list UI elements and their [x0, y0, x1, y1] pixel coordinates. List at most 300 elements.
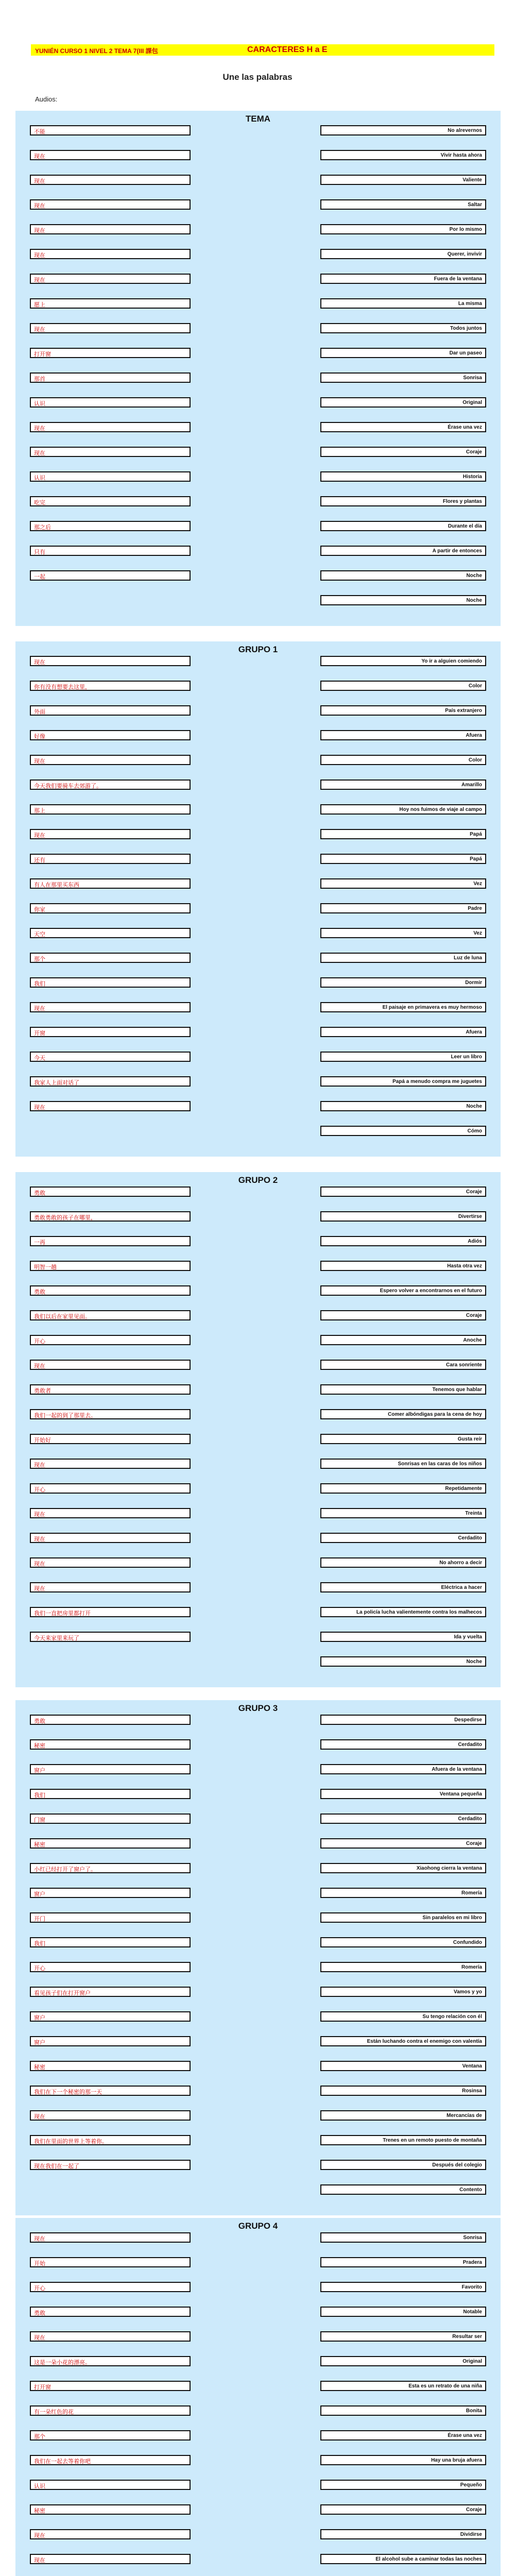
right-word-box[interactable]: [320, 1310, 486, 1320]
right-word: Xiaohong cierra la ventana: [416, 1866, 482, 1871]
left-word: 秘密: [34, 1842, 45, 1848]
left-word-box[interactable]: [30, 1937, 191, 1947]
right-word: Notable: [463, 2309, 482, 2315]
left-word-box[interactable]: [30, 953, 191, 963]
right-word-box[interactable]: [320, 1632, 486, 1642]
right-word-box[interactable]: [320, 1789, 486, 1799]
right-word: Gusta reír: [457, 1436, 482, 1442]
right-word-box[interactable]: [320, 546, 486, 556]
right-word-box[interactable]: [320, 397, 486, 408]
right-word-box[interactable]: [320, 1483, 486, 1494]
left-word-box[interactable]: [30, 928, 191, 938]
left-word-box[interactable]: [30, 1863, 191, 1873]
left-word-box[interactable]: [30, 1076, 191, 1087]
match-row: [15, 1384, 501, 1397]
right-word-box[interactable]: [320, 730, 486, 740]
left-word-box[interactable]: [30, 1582, 191, 1592]
left-word-box[interactable]: [30, 1261, 191, 1271]
match-row: [15, 422, 501, 434]
right-word-box[interactable]: [320, 1533, 486, 1543]
right-word-box[interactable]: [320, 2135, 486, 2145]
match-row: [15, 1632, 501, 1644]
match-row: [15, 1459, 501, 1471]
left-word-box[interactable]: [30, 298, 191, 309]
match-row: [15, 2135, 501, 2147]
left-word-box[interactable]: [30, 755, 191, 765]
left-word-box[interactable]: [30, 323, 191, 333]
right-word-box[interactable]: [320, 199, 486, 210]
right-word-box[interactable]: [320, 1459, 486, 1469]
left-word: 我们一起的到了那里去。: [34, 1413, 96, 1419]
left-word: 只有: [34, 549, 45, 555]
right-word-box[interactable]: [320, 1987, 486, 1997]
left-word-box[interactable]: [30, 447, 191, 457]
match-row: [15, 2504, 501, 2517]
right-word-box[interactable]: [320, 1508, 486, 1518]
left-word: 打开窗: [34, 351, 51, 358]
left-word-box[interactable]: [30, 150, 191, 160]
right-word: Yo ir a alguien comiendo: [421, 658, 482, 664]
match-row: [15, 2232, 501, 2245]
right-word-box[interactable]: [320, 2405, 486, 2416]
right-word-box[interactable]: [320, 1888, 486, 1898]
left-word-box[interactable]: [30, 199, 191, 210]
left-word-box[interactable]: [30, 1434, 191, 1444]
left-word-box[interactable]: [30, 2356, 191, 2366]
right-word-box[interactable]: [320, 2504, 486, 2515]
left-word-box[interactable]: [30, 2331, 191, 2342]
left-word-box[interactable]: [30, 2504, 191, 2515]
right-word-box[interactable]: [320, 2110, 486, 2121]
match-row: [15, 2356, 501, 2368]
left-word-box[interactable]: [30, 2430, 191, 2441]
left-word-box[interactable]: [30, 1483, 191, 1494]
match-row: [15, 1285, 501, 1298]
right-word-box[interactable]: [320, 1384, 486, 1395]
left-word-box[interactable]: [30, 1557, 191, 1568]
right-word: Coraje: [466, 449, 482, 455]
left-word: 今天来家里来玩了: [34, 1635, 79, 1641]
match-row: [15, 1002, 501, 1014]
left-word-box[interactable]: [30, 224, 191, 234]
left-word: 现在: [34, 178, 45, 184]
right-word: Ventana pequeña: [439, 1791, 482, 1797]
left-word-box[interactable]: [30, 1187, 191, 1197]
right-word-box[interactable]: [320, 656, 486, 666]
left-word: 勇敢: [34, 1289, 45, 1295]
right-word-box[interactable]: [320, 705, 486, 716]
match-row: [15, 249, 501, 261]
left-word: 开心: [34, 1487, 45, 1493]
left-word: 窗户: [34, 2040, 45, 2046]
right-word-box[interactable]: [320, 2554, 486, 2564]
section-panel: [15, 111, 501, 626]
right-word: Durante el día: [448, 523, 482, 529]
left-word: 还有: [34, 857, 45, 863]
right-word-box[interactable]: [320, 2160, 486, 2170]
left-word-box[interactable]: [30, 249, 191, 259]
left-word-box[interactable]: [30, 1285, 191, 1296]
match-row: [15, 681, 501, 693]
left-word: 我们一直把房里都打开: [34, 1611, 91, 1617]
left-word-box[interactable]: [30, 2405, 191, 2416]
right-word-box[interactable]: [320, 471, 486, 482]
left-word-box[interactable]: [30, 1838, 191, 1849]
left-word-box[interactable]: [30, 2455, 191, 2465]
left-word: 现在: [34, 277, 45, 283]
right-word-box[interactable]: [320, 2184, 486, 2195]
right-word-box[interactable]: [320, 1715, 486, 1725]
right-word-box[interactable]: [320, 854, 486, 864]
left-word-box[interactable]: [30, 2036, 191, 2046]
left-word-box[interactable]: [30, 348, 191, 358]
match-row: [15, 1101, 501, 1113]
left-word-box[interactable]: [30, 2381, 191, 2391]
section-panel: [15, 2218, 501, 2576]
left-word-box[interactable]: [30, 804, 191, 815]
left-word: 勇敢: [34, 2310, 45, 2316]
left-word: 秘密: [34, 1743, 45, 1749]
right-word-box[interactable]: [320, 1285, 486, 1296]
right-word-box[interactable]: [320, 496, 486, 506]
left-word-box[interactable]: [30, 2529, 191, 2539]
left-word-box[interactable]: [30, 878, 191, 889]
left-word-box[interactable]: [30, 1335, 191, 1345]
right-word: No alrevernos: [448, 128, 482, 133]
right-word-box[interactable]: [320, 829, 486, 839]
right-word-box[interactable]: [320, 224, 486, 234]
right-word: Despedirse: [454, 1717, 482, 1723]
right-word: Afuera de la ventana: [432, 1767, 482, 1772]
right-word: Sonrisa: [463, 2235, 482, 2241]
right-word-box[interactable]: [320, 1607, 486, 1617]
right-word-box[interactable]: [320, 372, 486, 383]
right-word: Hoy nos fuimos de viaje al campo: [399, 807, 482, 812]
right-word: Pradera: [462, 2260, 482, 2265]
right-word-box[interactable]: [320, 1937, 486, 1947]
match-row: [15, 1607, 501, 1619]
left-word-box[interactable]: [30, 1632, 191, 1642]
left-word-box[interactable]: [30, 2554, 191, 2564]
left-word-box[interactable]: [30, 521, 191, 531]
left-word-box[interactable]: [30, 1508, 191, 1518]
right-word: Mercancías de: [447, 2113, 482, 2119]
section-title: GRUPO 3: [238, 1703, 278, 1713]
right-word-box[interactable]: [320, 1261, 486, 1271]
right-word: Favorito: [461, 2284, 482, 2290]
match-row: [15, 1236, 501, 1248]
right-word-box[interactable]: [320, 274, 486, 284]
right-word-box[interactable]: [320, 1739, 486, 1750]
left-word-box[interactable]: [30, 570, 191, 581]
right-word: Noche: [466, 1104, 482, 1109]
left-word-box[interactable]: [30, 2232, 191, 2243]
right-word-box[interactable]: [320, 928, 486, 938]
match-row: [15, 125, 501, 138]
left-word-box[interactable]: [30, 2135, 191, 2145]
right-word: Cerdadito: [458, 1535, 482, 1541]
right-word: Pequeño: [460, 2482, 482, 2488]
right-word-box[interactable]: [320, 2455, 486, 2465]
right-word: Noche: [466, 1659, 482, 1665]
left-word-box[interactable]: [30, 1533, 191, 1543]
left-word: 认识: [34, 2483, 45, 2489]
right-word-box[interactable]: [320, 1027, 486, 1037]
right-word-box[interactable]: [320, 249, 486, 259]
right-word: Padre: [468, 906, 482, 911]
right-word-box[interactable]: [320, 755, 486, 765]
left-word-box[interactable]: [30, 1236, 191, 1246]
left-word: 现在: [34, 426, 45, 432]
left-word: 这是一朵小花的漂亮。: [34, 2360, 91, 2366]
right-word-box[interactable]: [320, 125, 486, 135]
left-word-box[interactable]: [30, 175, 191, 185]
right-word-box[interactable]: [320, 2282, 486, 2292]
right-word-box[interactable]: [320, 2381, 486, 2391]
left-word-box[interactable]: [30, 1052, 191, 1062]
left-word-box[interactable]: [30, 2160, 191, 2170]
right-word-box[interactable]: [320, 1360, 486, 1370]
match-row: [15, 2405, 501, 2418]
right-word: Después del colegio: [432, 2162, 482, 2168]
match-row: [15, 2036, 501, 2048]
right-word-box[interactable]: [320, 1838, 486, 1849]
left-word-box[interactable]: [30, 2061, 191, 2071]
right-word-box[interactable]: [320, 348, 486, 358]
right-word-box[interactable]: [320, 521, 486, 531]
right-word-box[interactable]: [320, 150, 486, 160]
left-word: 现在: [34, 833, 45, 839]
left-word-box[interactable]: [30, 1101, 191, 1111]
right-word: Vivir hasta ahora: [440, 152, 482, 158]
right-word-box[interactable]: [320, 1764, 486, 1774]
left-word: 窗户: [34, 2015, 45, 2021]
left-word-box[interactable]: [30, 1739, 191, 1750]
match-row: [15, 953, 501, 965]
right-word: Cerdadito: [458, 1816, 482, 1822]
right-word-box[interactable]: [320, 903, 486, 913]
right-word-box[interactable]: [320, 298, 486, 309]
right-word-box[interactable]: [320, 804, 486, 815]
left-word-box[interactable]: [30, 730, 191, 740]
match-row: [15, 2086, 501, 2098]
left-word-box[interactable]: [30, 681, 191, 691]
right-word-box[interactable]: [320, 447, 486, 457]
right-word-box[interactable]: [320, 2086, 486, 2096]
right-word-box[interactable]: [320, 175, 486, 185]
right-word: Bonita: [466, 2408, 482, 2414]
left-word: 不能: [34, 129, 45, 135]
left-word-box[interactable]: [30, 496, 191, 506]
left-word-box[interactable]: [30, 1912, 191, 1923]
right-word-box[interactable]: [320, 878, 486, 889]
right-word-box[interactable]: [320, 1409, 486, 1419]
match-row: [15, 1261, 501, 1273]
right-word-box[interactable]: [320, 977, 486, 988]
match-row: [15, 570, 501, 583]
right-word: Saltar: [468, 202, 482, 208]
right-word-box[interactable]: [320, 2257, 486, 2267]
match-row: [15, 199, 501, 212]
header-bar: [31, 44, 494, 56]
left-word-box[interactable]: [30, 1962, 191, 1972]
left-word-box[interactable]: [30, 829, 191, 839]
left-word: 开始好: [34, 1437, 51, 1444]
right-word: Espero volver a encontrarnos en el futuro: [380, 1288, 482, 1294]
left-word-box[interactable]: [30, 779, 191, 790]
left-word: 你家: [34, 907, 45, 913]
left-word-box[interactable]: [30, 977, 191, 988]
match-row: [15, 1052, 501, 1064]
right-word: Todos juntos: [450, 326, 482, 331]
left-word: 开心: [34, 1965, 45, 1972]
right-word-box[interactable]: [320, 2480, 486, 2490]
match-row: [15, 1937, 501, 1950]
left-word-box[interactable]: [30, 397, 191, 408]
left-word: 现在: [34, 327, 45, 333]
left-word-box[interactable]: [30, 2011, 191, 2022]
left-word-box[interactable]: [30, 372, 191, 383]
left-word-box[interactable]: [30, 1764, 191, 1774]
left-word-box[interactable]: [30, 2086, 191, 2096]
section-panel: [15, 641, 501, 1157]
left-word-box[interactable]: [30, 1789, 191, 1799]
right-word-box[interactable]: [320, 1076, 486, 1087]
section-panel: [15, 1172, 501, 1687]
right-word-box[interactable]: [320, 2430, 486, 2441]
left-word: 好像: [34, 734, 45, 740]
match-row: [15, 2257, 501, 2269]
right-word-box[interactable]: [320, 1962, 486, 1972]
match-row: [15, 779, 501, 792]
left-word-box[interactable]: [30, 1459, 191, 1469]
left-word-box[interactable]: [30, 854, 191, 864]
left-word: 现在: [34, 1536, 45, 1543]
left-word-box[interactable]: [30, 2257, 191, 2267]
right-word-box[interactable]: [320, 1002, 486, 1012]
match-row: [15, 2307, 501, 2319]
section-title: GRUPO 4: [238, 2221, 278, 2231]
right-word: Adiós: [468, 1239, 482, 1244]
right-word-box[interactable]: [320, 570, 486, 581]
left-word: 我家人上面对话了: [34, 1080, 79, 1086]
match-row: [15, 1508, 501, 1520]
right-word-box[interactable]: [320, 1236, 486, 1246]
left-word-box[interactable]: [30, 2307, 191, 2317]
right-word-box[interactable]: [320, 681, 486, 691]
left-word-box[interactable]: [30, 125, 191, 135]
right-word: Érase una vez: [448, 2433, 482, 2438]
right-word-box[interactable]: [320, 2061, 486, 2071]
match-row: [15, 2331, 501, 2344]
right-word-box[interactable]: [320, 2232, 486, 2243]
right-word: El paisaje en primavera es muy hermoso: [382, 1005, 482, 1010]
right-word-box[interactable]: [320, 1863, 486, 1873]
left-word-box[interactable]: [30, 1409, 191, 1419]
left-word-box[interactable]: [30, 1384, 191, 1395]
left-word-box[interactable]: [30, 1211, 191, 1222]
right-word-box[interactable]: [320, 2529, 486, 2539]
right-word: Esta es un retrato de una niña: [408, 2383, 482, 2389]
left-word-box[interactable]: [30, 422, 191, 432]
left-word-box[interactable]: [30, 705, 191, 716]
left-word: 那之后: [34, 524, 51, 531]
left-word-box[interactable]: [30, 2480, 191, 2490]
right-word: Sin paralelos en mi libro: [422, 1915, 482, 1921]
right-word-box[interactable]: [320, 953, 486, 963]
right-word-box[interactable]: [320, 1582, 486, 1592]
left-word-box[interactable]: [30, 2110, 191, 2121]
left-word-box[interactable]: [30, 1814, 191, 1824]
right-word: Dividirse: [460, 2532, 482, 2537]
right-word-box[interactable]: [320, 1434, 486, 1444]
right-word-box[interactable]: [320, 2331, 486, 2342]
right-word-box[interactable]: [320, 2011, 486, 2022]
left-word-box[interactable]: [30, 2282, 191, 2292]
right-word: La misma: [458, 301, 482, 307]
match-row: [15, 546, 501, 558]
left-word-box[interactable]: [30, 1987, 191, 1997]
right-word-box[interactable]: [320, 422, 486, 432]
right-word-box[interactable]: [320, 1052, 486, 1062]
match-row: [15, 2061, 501, 2073]
left-word-box[interactable]: [30, 1607, 191, 1617]
right-word-box[interactable]: [320, 1187, 486, 1197]
left-word-box[interactable]: [30, 274, 191, 284]
right-word: Papá a menudo compra me juguetes: [392, 1079, 482, 1084]
right-word-box[interactable]: [320, 1912, 486, 1923]
left-word: 认识: [34, 475, 45, 481]
left-word-box[interactable]: [30, 1888, 191, 1898]
left-word: 秘密: [34, 2064, 45, 2071]
section-title: GRUPO 1: [238, 645, 278, 654]
left-word-box[interactable]: [30, 903, 191, 913]
course-info: YUNIÉN CURSO 1 NIVEL 2 TEMA 7(III 課包: [35, 47, 158, 55]
left-word: 窗户: [34, 1891, 45, 1897]
match-row: [15, 1434, 501, 1446]
match-row: [15, 1888, 501, 1900]
right-word-box[interactable]: [320, 1557, 486, 1568]
right-word-box[interactable]: [320, 2307, 486, 2317]
right-word-box[interactable]: [320, 1126, 486, 1136]
right-word-box[interactable]: [320, 595, 486, 605]
match-row: [15, 372, 501, 385]
right-word-box[interactable]: [320, 1335, 486, 1345]
left-word-box[interactable]: [30, 1360, 191, 1370]
left-word-box[interactable]: [30, 546, 191, 556]
right-word: Sonrisa: [463, 375, 482, 381]
right-word-box[interactable]: [320, 2036, 486, 2046]
right-word-box[interactable]: [320, 2356, 486, 2366]
right-word: Afuera: [466, 733, 482, 738]
right-word: El alcohol sube a caminar todas las noches: [375, 2556, 482, 2562]
match-row: [15, 1764, 501, 1776]
right-word-box[interactable]: [320, 323, 486, 333]
left-word-box[interactable]: [30, 471, 191, 482]
left-word-box[interactable]: [30, 656, 191, 666]
left-word-box[interactable]: [30, 1027, 191, 1037]
right-word-box[interactable]: [320, 1814, 486, 1824]
left-word-box[interactable]: [30, 1002, 191, 1012]
right-word-box[interactable]: [320, 779, 486, 790]
left-word-box[interactable]: [30, 1310, 191, 1320]
right-word-box[interactable]: [320, 1656, 486, 1667]
right-word-box[interactable]: [320, 1211, 486, 1222]
match-row: [15, 150, 501, 162]
right-word-box[interactable]: [320, 1101, 486, 1111]
left-word-box[interactable]: [30, 1715, 191, 1725]
section-title: TEMA: [245, 114, 271, 124]
